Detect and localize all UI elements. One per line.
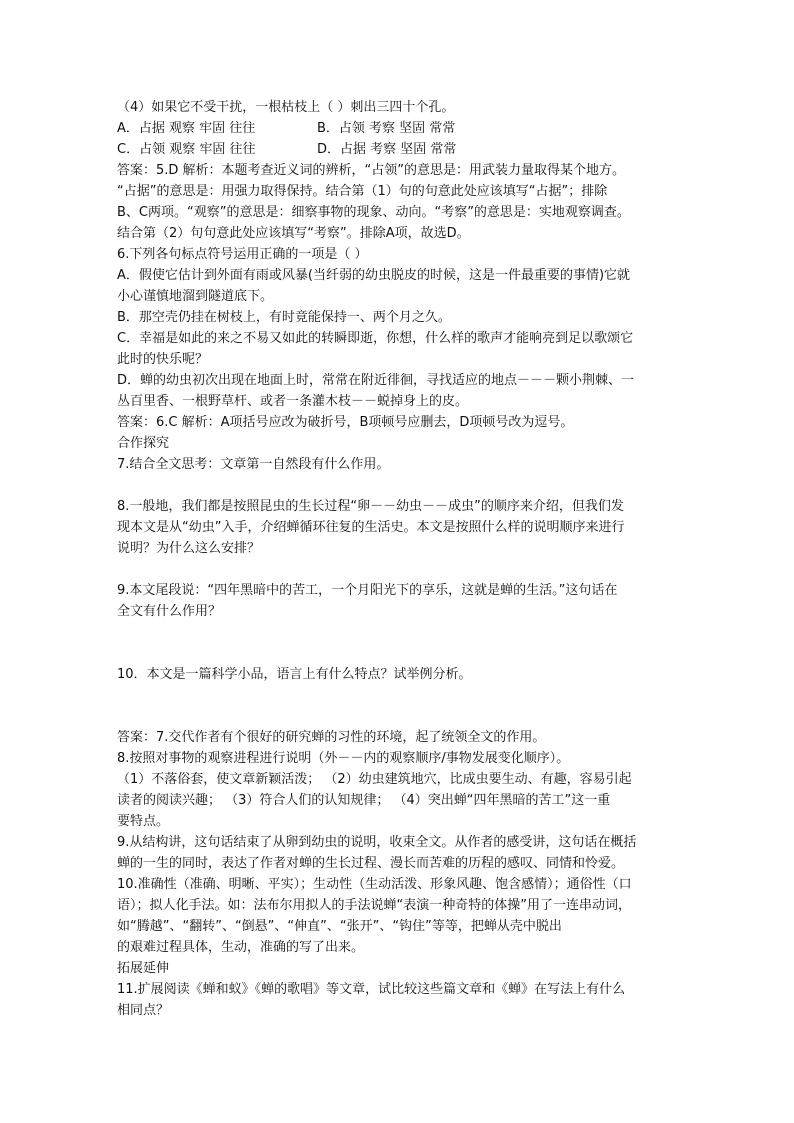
text-line: “占据”的意思是：用强力取得保持。结合第（1）句的句意此处应该填写“占据”；排除	[117, 184, 608, 199]
text-line: 10.准确性（准确、明晰、平实）；生动性（生动活泼、形象风趣、饱含感情）；通俗性（口	[117, 877, 632, 892]
text-line: 全文有什么作用？	[117, 604, 222, 619]
text-line: 答案：5.D 解析：本题考查近义词的辨析，“占领”的意思是：用武装力量取得某个地方。	[117, 163, 626, 178]
paragraph-spacer	[117, 475, 685, 496]
text-line: 9.从结构讲，这句话结束了从卵到幼虫的说明，收束全文。从作者的感受讲，这句话在概括	[117, 835, 637, 850]
answer-option: D．占据 考察 坚固 常常	[317, 142, 457, 157]
text-line: 6.下列各句标点符号运用正确的一项是（ ）	[117, 247, 368, 262]
text-line: 相同点？	[117, 1003, 170, 1018]
text-line: B．那空壳仍挂在树枝上，有时竟能保持一、两个月之久。	[117, 310, 451, 325]
text-line: 此时的快乐呢？	[117, 352, 209, 367]
text-line: 小心谨慎地溜到隧道底下。	[117, 289, 274, 304]
text-line: 合作探究	[117, 436, 170, 451]
answer-option: C．占领 观察 牢固 往往	[117, 142, 256, 157]
text-line: 8.一般地，我们都是按照昆虫的生长过程“卵－－幼虫－－成虫”的顺序来介绍，但我们发	[117, 499, 624, 514]
text-line: 的艰难过程具体，生动，准确的写了出来。	[117, 940, 365, 955]
answer-options-row	[117, 139, 685, 160]
text-line: 结合第（2）句句意此处应该填写“考察”。排除A项，故选D。	[117, 226, 470, 241]
text-line: B、C两项。“观察”的意思是：细察事物的现象、动向。“考察”的意思是：实地观察调查。	[117, 205, 630, 220]
answer-options-row	[117, 118, 685, 139]
text-line: 7.结合全文思考：文章第一自然段有什么作用。	[117, 457, 390, 472]
text-line: 读者的阅读兴趣； （3）符合人们的认知规律； （4）突出蝉“四年黑暗的苦工”这一重	[117, 793, 611, 808]
text-line: 答案：6.C 解析：A项括号应改为破折号，B项顿号应删去，D项顿号改为逗号。	[117, 415, 574, 430]
text-line: 10．本文是一篇科学小品，语言上有什么特点？试举例分析。	[117, 667, 472, 682]
text-line: 如“腾越”、“翻转”、“倒悬”、“伸直”、“张开”、“钩住”等等，把蝉从壳中脱出	[117, 919, 562, 934]
text-line: 说明？为什么这么安排？	[117, 541, 261, 556]
text-line: 现本文是从“幼虫”入手，介绍蝉循环往复的生活史。本文是按照什么样的说明顺序来进行	[117, 520, 625, 535]
text-line: 11.扩展阅读《蝉和蚁》《蝉的歌唱》等文章，试比较这些篇文章和《蝉》在写法上有什么	[117, 982, 626, 997]
text-line: 要特点。	[117, 814, 170, 829]
paragraph-spacer	[117, 622, 685, 664]
text-line: （1）不落俗套，使文章新颖活泼； （2）幼虫建筑地穴，比成虫要生动、有趣，容易引起	[117, 772, 632, 787]
answer-option: A．占据 观察 牢固 往往	[117, 121, 256, 136]
text-line: 9.本文尾段说：“四年黑暗中的苦工，一个月阳光下的享乐，这就是蝉的生活。”这句话在	[117, 583, 618, 598]
text-line: 蝉的一生的同时，表达了作者对蝉的生长过程、漫长而苦难的历程的感叹、同情和怜爱。	[117, 856, 625, 871]
paragraph-spacer	[117, 685, 685, 727]
text-line: A．假使它估计到外面有雨或风暴(当纤弱的幼虫脱皮的时候，这是一件最重要的事情)它就	[117, 268, 631, 283]
text-line: 丛百里香、一根野草杆、或者一条灌木枝－－蜕掉身上的皮。	[117, 394, 469, 409]
text-line: 拓展延伸	[117, 961, 170, 976]
text-line: 答案：7.交代作者有个很好的研究蝉的习性的环境，起了统领全文的作用。	[117, 730, 546, 745]
paragraph-spacer	[117, 559, 685, 580]
text-line: 语）；拟人化手法。如：法布尔用拟人的手法说蝉“表演一种奇特的体操”用了一连串动词，	[117, 898, 631, 913]
document-body	[117, 97, 685, 1021]
text-line: （4）如果它不受干扰，一根枯枝上（ ）刺出三四十个孔。	[117, 100, 455, 115]
answer-option: B．占领 考察 坚固 常常	[317, 121, 456, 136]
text-line: C．幸福是如此的来之不易又如此的转瞬即逝，你想，什么样的歌声才能响亮到足以歌颂它	[117, 331, 634, 346]
text-line: 8.按照对事物的观察进程进行说明（外－－内的观察顺序/事物发展变化顺序）。	[117, 751, 570, 766]
text-line: D．蝉的幼虫初次出现在地面上时，常常在附近徘徊，寻找适应的地点－－－颗小荆棘、一	[117, 373, 635, 388]
